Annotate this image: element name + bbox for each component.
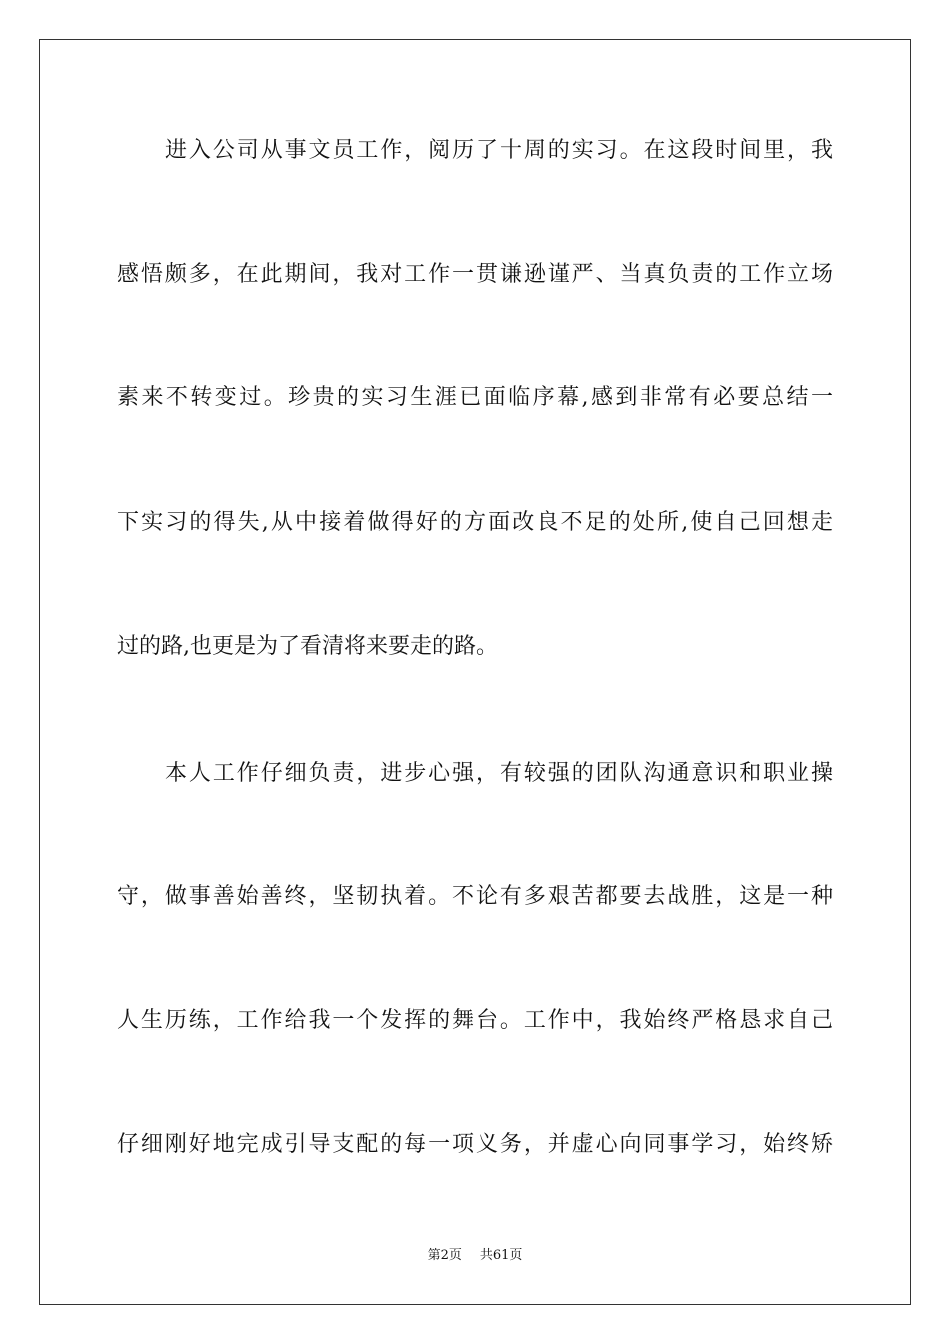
paragraph-2-line-3: 人生历练，工作给我一个发挥的舞台。工作中，我始终严格恳求自己 <box>117 1008 833 1033</box>
paragraph-1-line-2: 感悟颇多，在此期间，我对工作一贯谦逊谨严、当真负责的工作立场 <box>117 262 833 287</box>
paragraph-1-line-4: 下实习的得失,从中接着做得好的方面改良不足的处所,使自己回想走 <box>117 510 833 535</box>
paragraph-2-line-2: 守，做事善始善终，坚韧执着。不论有多艰苦都要去战胜，这是一种 <box>117 884 833 909</box>
paragraph-1-line-3: 素来不转变过。珍贵的实习生涯已面临序幕,感到非常有必要总结一 <box>117 385 833 410</box>
page-footer <box>0 1248 950 1264</box>
page-number: 第2页 <box>427 1248 462 1263</box>
paragraph-2-line-4: 仔细刚好地完成引导支配的每一项义务，并虚心向同事学习，始终矫 <box>117 1132 833 1157</box>
page-border <box>39 39 911 1305</box>
paragraph-1-line-5: 过的路,也更是为了看清将来要走的路。 <box>117 634 498 659</box>
paragraph-1-line-1: 进入公司从事文员工作，阅历了十周的实习。在这段时间里，我 <box>165 138 833 163</box>
total-pages: 共61页 <box>479 1248 523 1263</box>
paragraph-2-line-1: 本人工作仔细负责，进步心强，有较强的团队沟通意识和职业操 <box>165 761 833 786</box>
